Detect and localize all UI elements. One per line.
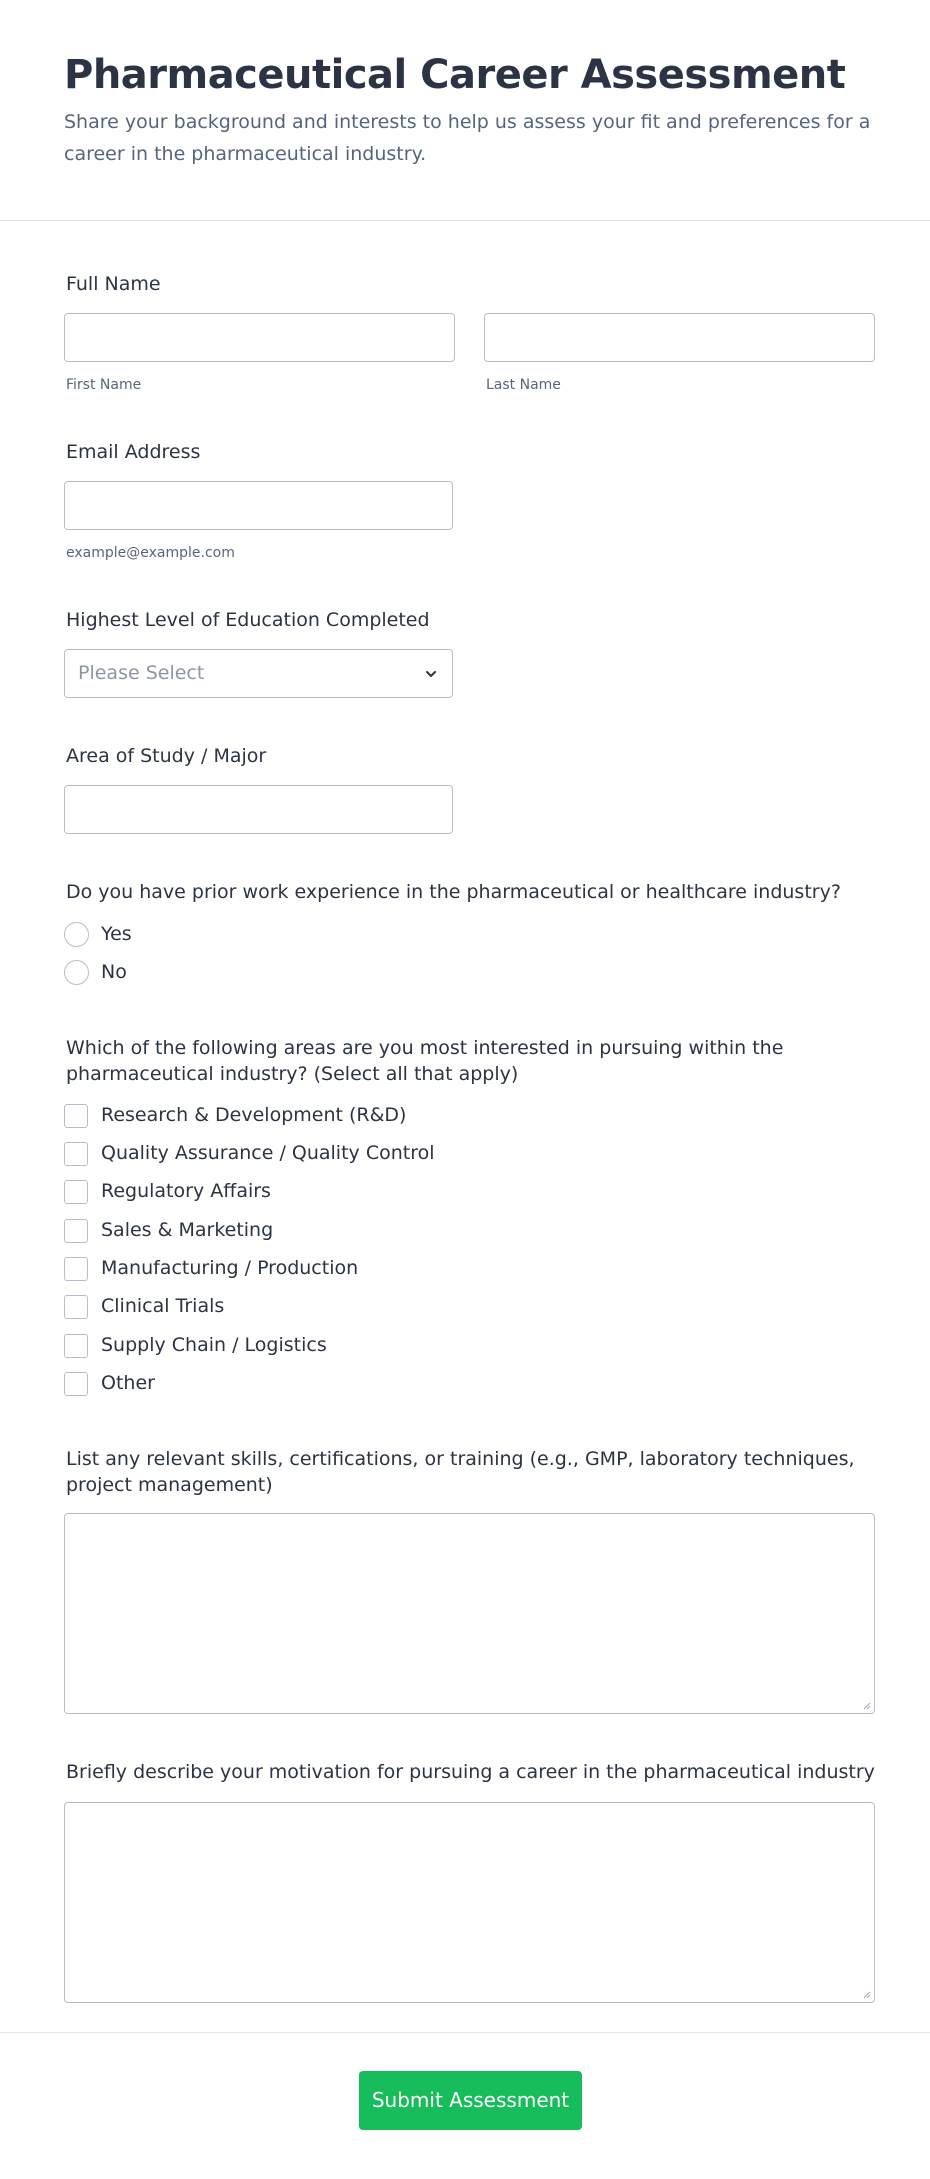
checkbox[interactable] xyxy=(64,1372,88,1396)
checkbox[interactable] xyxy=(64,1219,88,1243)
full-name-label: Full Name xyxy=(66,273,161,295)
checkbox[interactable] xyxy=(64,1295,88,1319)
resize-handle-icon[interactable] xyxy=(861,1989,871,1999)
last-name-input[interactable] xyxy=(484,313,875,362)
interests-label: Which of the following areas are you most interested in pursuing within the pharmaceutical industry? (Select all that apply) xyxy=(66,1037,784,1085)
first-name-input[interactable] xyxy=(64,313,455,362)
checkbox-label: Regulatory Affairs xyxy=(101,1180,271,1202)
radio-label: Yes xyxy=(101,923,132,945)
checkbox[interactable] xyxy=(64,1180,88,1204)
major-input[interactable] xyxy=(64,785,453,834)
checkbox[interactable] xyxy=(64,1142,88,1166)
form-title: Pharmaceutical Career Assessment xyxy=(64,52,846,98)
checkbox-label: Sales & Marketing xyxy=(101,1219,274,1241)
resize-handle-icon[interactable] xyxy=(861,1700,871,1710)
education-selected-value: Please Select xyxy=(78,662,205,684)
email-input[interactable] xyxy=(64,481,453,530)
first-name-sublabel: First Name xyxy=(66,377,142,393)
form-header xyxy=(0,0,930,221)
form-subtitle: Share your background and interests to help us assess your fit and preferences for a career in the pharmaceutical industry. xyxy=(64,111,871,165)
motivation-textarea[interactable] xyxy=(64,1802,875,2003)
motivation-label: Briefly describe your motivation for pursuing a career in the pharmaceutical industry xyxy=(66,1761,875,1783)
submit-button[interactable]: Submit Assessment xyxy=(359,2071,582,2130)
checkbox-label: Other xyxy=(101,1372,155,1394)
checkbox[interactable] xyxy=(64,1104,88,1128)
radio-button[interactable] xyxy=(64,960,89,985)
checkbox-label: Supply Chain / Logistics xyxy=(101,1334,327,1356)
email-sublabel: example@example.com xyxy=(66,545,235,561)
skills-textarea[interactable] xyxy=(64,1513,875,1714)
radio-label: No xyxy=(101,961,127,983)
checkbox-label: Clinical Trials xyxy=(101,1295,225,1317)
education-select[interactable] xyxy=(64,649,453,698)
skills-label: List any relevant skills, certifications, or training (e.g., GMP, laboratory techniques, project management) xyxy=(66,1448,855,1496)
radio-button[interactable] xyxy=(64,922,89,947)
email-label: Email Address xyxy=(66,441,201,463)
experience-label: Do you have prior work experience in the pharmaceutical or healthcare industry? xyxy=(66,881,841,903)
chevron-down-icon xyxy=(424,667,438,681)
footer-divider xyxy=(0,2032,930,2033)
major-label: Area of Study / Major xyxy=(66,745,267,767)
education-label: Highest Level of Education Completed xyxy=(66,609,430,631)
checkbox[interactable] xyxy=(64,1257,88,1281)
checkbox-label: Research & Development (R&D) xyxy=(101,1104,407,1126)
checkbox-label: Manufacturing / Production xyxy=(101,1257,359,1279)
checkbox-label: Quality Assurance / Quality Control xyxy=(101,1142,435,1164)
last-name-sublabel: Last Name xyxy=(486,377,561,393)
checkbox[interactable] xyxy=(64,1334,88,1358)
